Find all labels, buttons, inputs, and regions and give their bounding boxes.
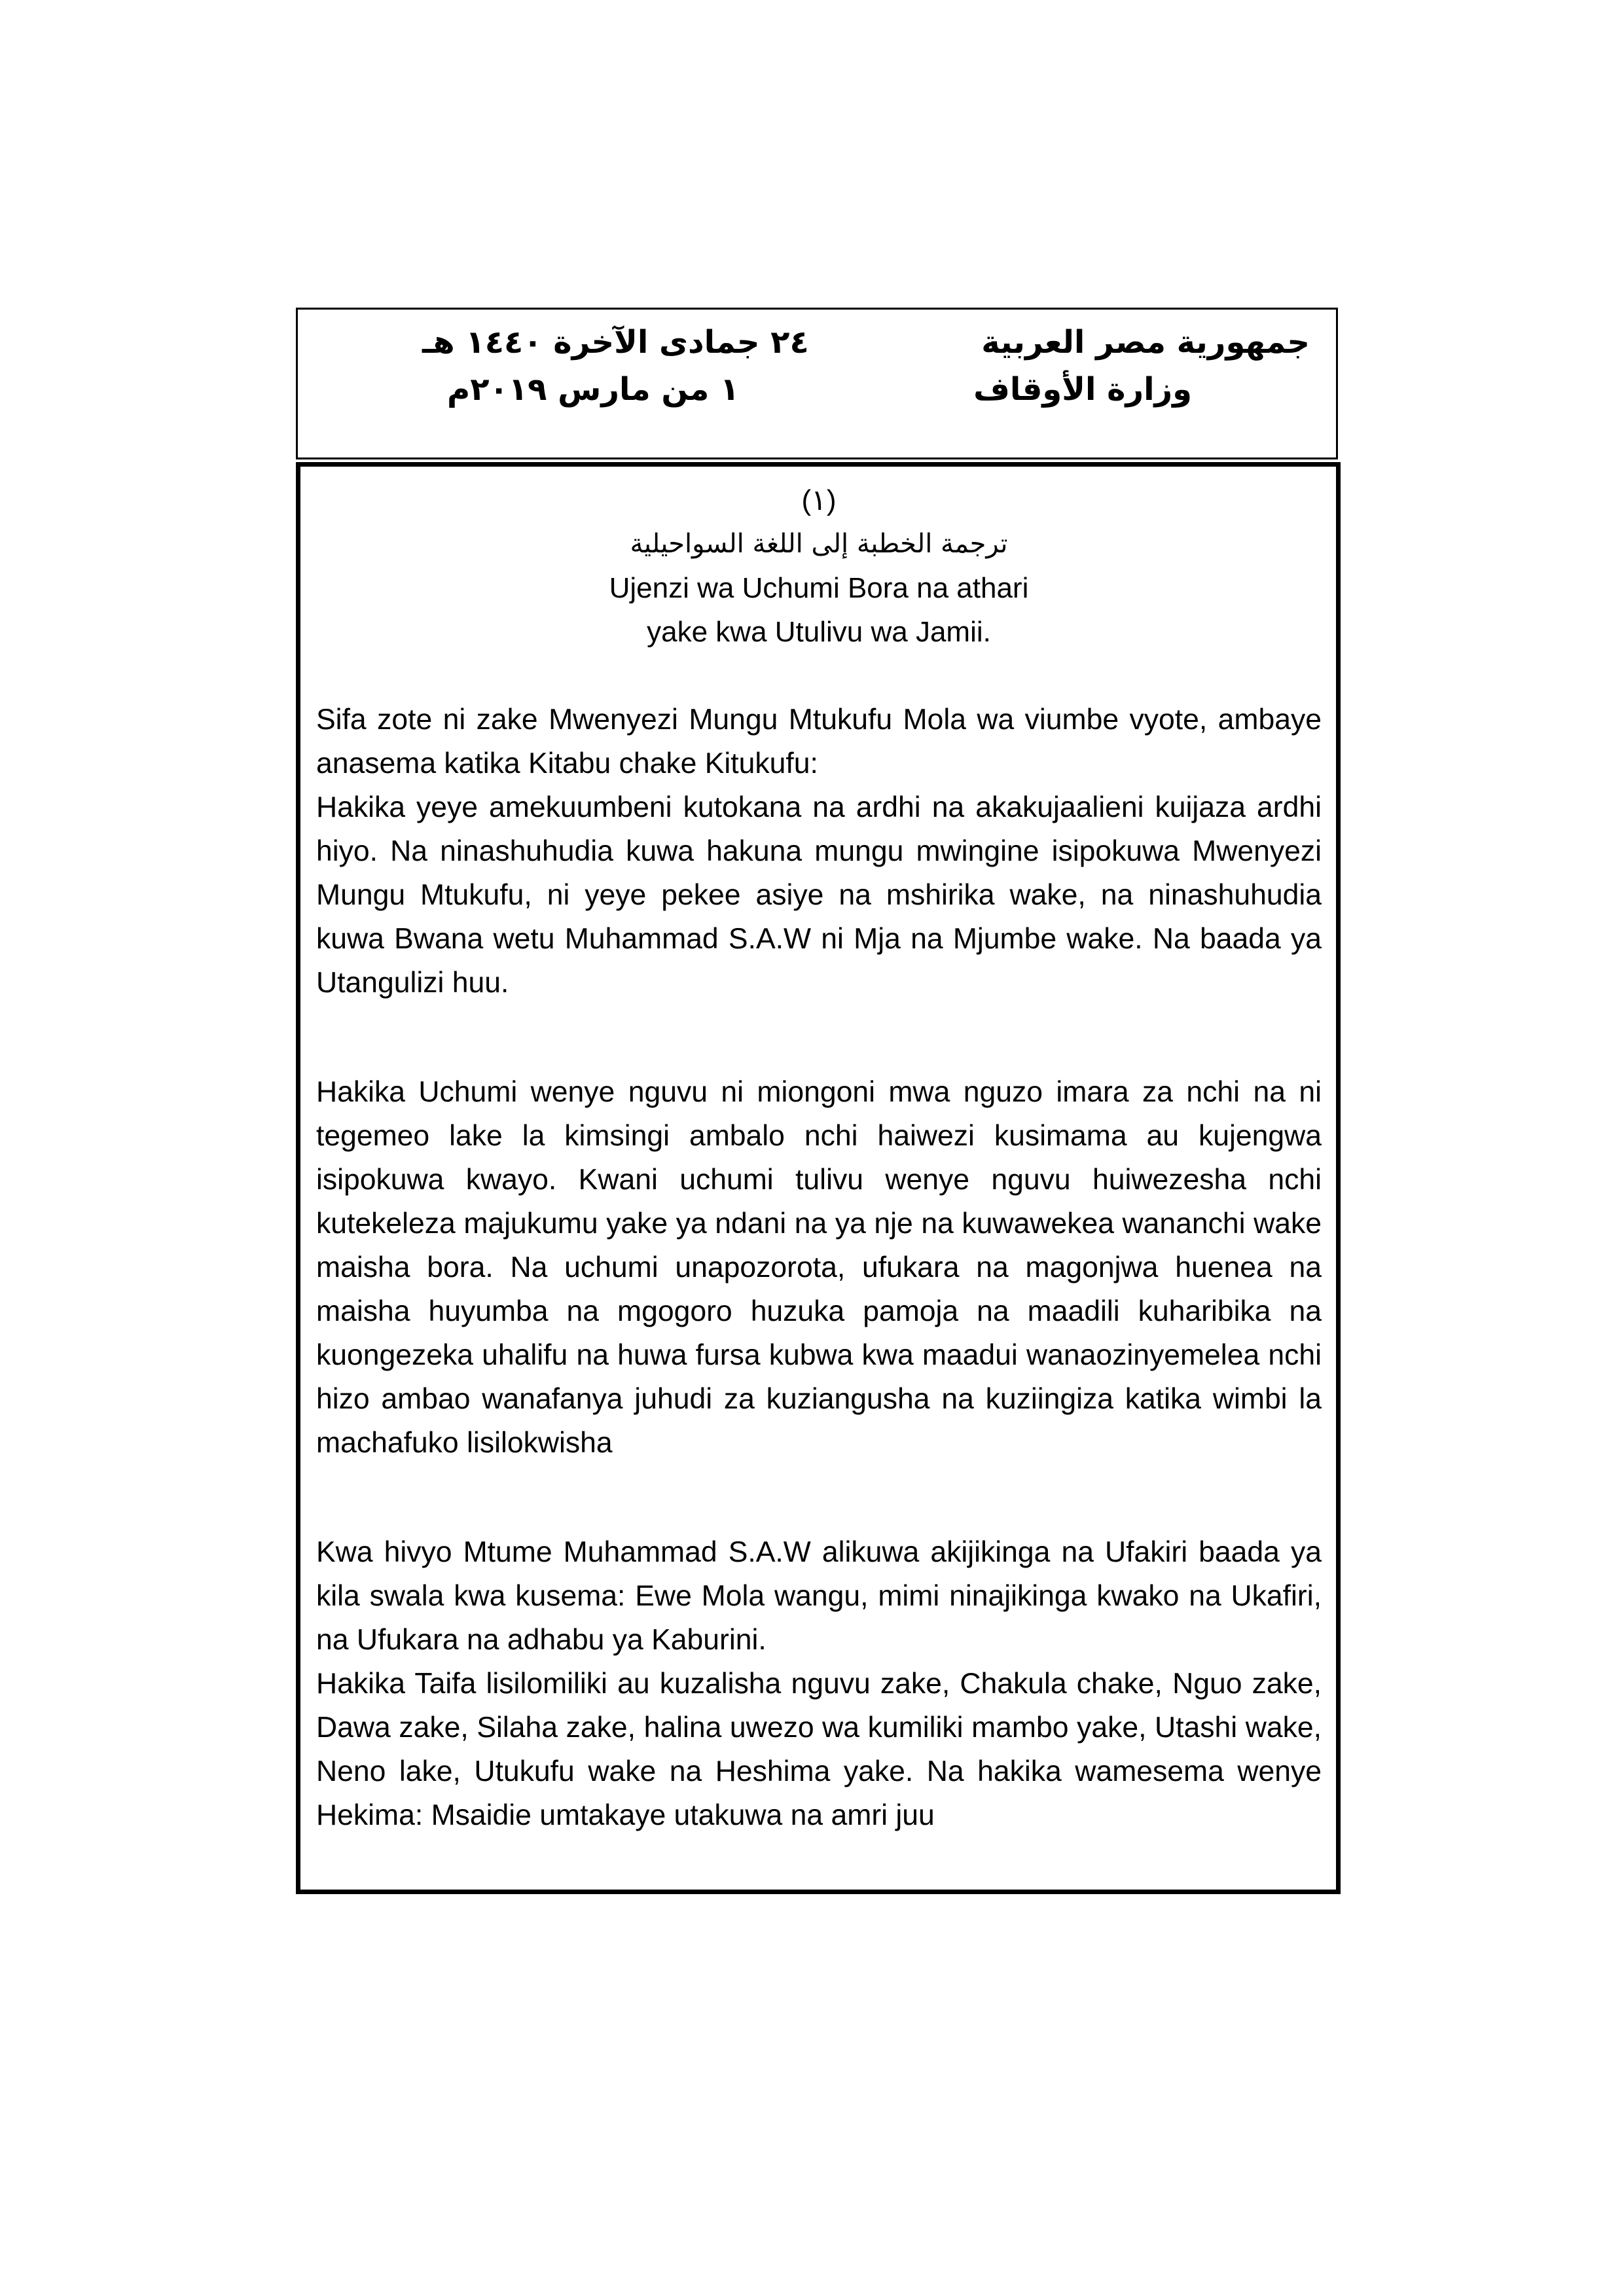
paragraph: Hakika yeye amekuumbeni kutokana na ardhi na akakujaalieni kuijaza ardhi hiyo. Na ninashuhudia kuwa hakuna mungu mwingine isipokuwa Mwenyezi Mungu Mtukufu, ni yeye pekee asiye na mshirika wake, na ninashuhudia kuwa Bwana wetu Muhammad S.A.W ni Mja na Mjumbe wake. Na baada ya Utangulizi huu. [316, 791, 1322, 999]
arabic-title: ترجمة الخطبة إلى اللغة السواحيلية [630, 529, 1008, 559]
header-ministry: وزارة الأوقاف [973, 371, 1192, 408]
paragraph: Hakika Uchumi wenye nguvu ni miongoni mwa nguzo imara za nchi na ni tegemeo lake la kimsingi ambalo nchi haiwezi kusimama au kujengwa isipokuwa kwayo. Kwani uchumi tulivu wenye nguvu huiwezesha nchi kutekeleza majukumu yake ya ndani na ya nje na kuwawekea wananchi wake maisha bora. Na uchumi unapozorota, ufukara na magonjwa huenea na maisha huyumba na mgogoro huzuka pamoja na maadili kuharibika na kuongezeka uhalifu na huwa fursa kubwa kwa maadui wanaozinyemelea nchi hizo ambao wanafanya juhudi za kuziangusha na kuziingiza katika wimbi la machafuko lisilokwisha [316, 1076, 1322, 1459]
sermon-number: (١) [801, 484, 837, 516]
content-box [296, 462, 1341, 1894]
paragraph: Sifa zote ni zake Mwenyezi Mungu Mtukufu Mola wa viumbe vyote, ambaye anasema katika Kitabu chake Kitukufu: [316, 704, 1322, 780]
header-hijri-date: ٢٤ جمادى الآخرة ١٤٤٠ هـ [422, 324, 809, 361]
header-country: جمهورية مصر العربية [981, 324, 1310, 361]
title-line-2: yake kwa Utulivu wa Jamii. [647, 616, 991, 648]
title-line-1: Ujenzi wa Uchumi Bora na athari [609, 572, 1029, 604]
paragraph: Kwa hivyo Mtume Muhammad S.A.W alikuwa akijikinga na Ufakiri baada ya kila swala kwa kusema: Ewe Mola wangu, mimi ninajikinga kwako na Ukafiri, na Ufukara na adhabu ya Kaburini. [316, 1536, 1322, 1656]
paragraph: Hakika Taifa lisilomiliki au kuzalisha nguvu zake, Chakula chake, Nguo zake, Dawa zake, Silaha zake, halina uwezo wa kumiliki mambo yake, Utashi wake, Neno lake, Utukufu wake na Heshima yake. Na hakika wamesema wenye Hekima: Msaidie umtakaye utakuwa na amri juu [316, 1668, 1322, 1831]
header-gregorian-date: ١ من مارس ٢٠١٩م [447, 371, 740, 408]
header-box [296, 308, 1338, 459]
title-block [316, 478, 1322, 654]
